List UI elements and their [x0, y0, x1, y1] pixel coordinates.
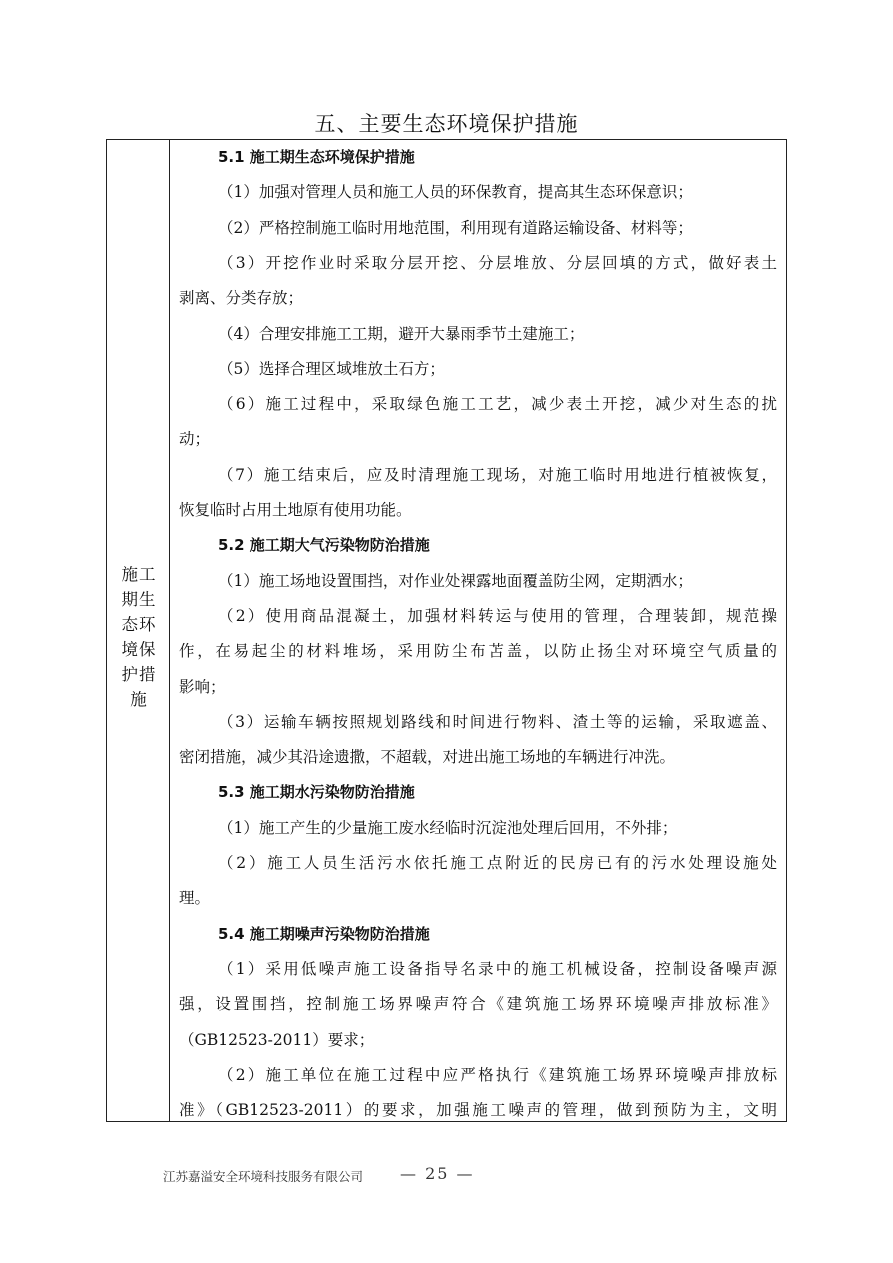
text-line: 强，设置围挡，控制施工场界噪声符合《建筑施工场界环境噪声排放标准》	[179, 995, 777, 1014]
section-heading: 5.1 施工期生态环境保护措施	[218, 148, 415, 166]
text-line: （5）选择合理区域堆放土石方；	[218, 359, 445, 378]
section-heading: 5.4 施工期噪声污染物防治措施	[218, 924, 430, 943]
text-line: （1）采用低噪声施工设备指导名录中的施工机械设备，控制设备噪声源	[218, 959, 777, 978]
section-heading: 5.3 施工期水污染物防治措施	[218, 783, 415, 802]
measures-table	[106, 139, 787, 1122]
text-line: 准》（GB12523-2011）的要求，加强施工噪声的管理，做到预防为主，文明	[179, 1101, 777, 1120]
page-title: 五、主要生态环境保护措施	[314, 112, 579, 136]
page-number: — 25 —	[400, 1164, 475, 1183]
category-label: 施工期生态环境保护措施	[121, 565, 157, 709]
text-line: （2）严格控制施工临时用地范围，利用现有道路运输设备、材料等；	[218, 218, 693, 237]
text-line: （1）施工场地设置围挡，对作业处裸露地面覆盖防尘网，定期洒水；	[218, 571, 693, 590]
text-line: 剥离、分类存放；	[179, 289, 304, 308]
text-line: （3）开挖作业时采取分层开挖、分层堆放、分层回填的方式，做好表土	[218, 253, 777, 272]
text-line: （GB12523-2011）要求；	[179, 1030, 375, 1049]
text-line: 密闭措施，减少其沿途遗撒，不超载，对进出施工场地的车辆进行冲洗。	[179, 748, 676, 767]
text-line: （1）施工产生的少量施工废水经临时沉淀池处理后回用，不外排；	[218, 818, 678, 837]
text-line: （7）施工结束后，应及时清理施工现场，对施工临时用地进行植被恢复，	[218, 465, 777, 484]
footer-company: 江苏嘉溢安全环境科技服务有限公司	[163, 1169, 364, 1184]
text-line: （4）合理安排施工工期，避开大暴雨季节土建施工；	[218, 324, 585, 343]
text-line: 理。	[179, 889, 211, 908]
text-line: （3）运输车辆按照规划路线和时间进行物料、渣土等的运输，采取遮盖、	[218, 712, 777, 731]
category-cell	[107, 140, 170, 1121]
text-line: 恢复临时占用土地原有使用功能。	[179, 501, 412, 519]
text-line: 影响；	[179, 677, 226, 696]
text-line: 作，在易起尘的材料堆场，采用防尘布苫盖，以防止扬尘对环境空气质量的	[179, 642, 777, 661]
text-line: 动；	[179, 430, 211, 449]
text-line: （1）加强对管理人员和施工人员的环保教育，提高其生态环保意识；	[218, 183, 693, 202]
section-heading: 5.2 施工期大气污染物防治措施	[218, 536, 430, 555]
text-line: （2）施工人员生活污水依托施工点附近的民房已有的污水处理设施处	[218, 854, 777, 872]
text-line: （6）施工过程中，采取绿色施工工艺，减少表土开挖，减少对生态的扰	[218, 395, 777, 414]
text-line: （2）施工单位在施工过程中应严格执行《建筑施工场界环境噪声排放标	[218, 1065, 777, 1084]
text-line: （2）使用商品混凝土，加强材料转运与使用的管理，合理装卸，规范操	[218, 606, 777, 625]
